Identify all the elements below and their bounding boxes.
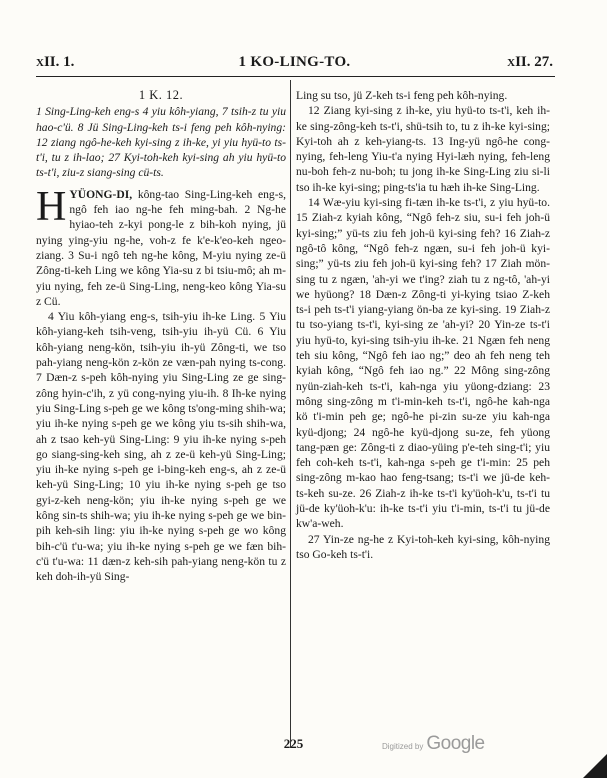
left-column: [36, 88, 286, 585]
google-watermark: [382, 733, 485, 755]
paragraph-1-text: kông-tao Sing-Ling-keh eng-s, ngô feh iao ng-he feh ming-bah. 2 Ng-he hyiao-teh z-kyi pong-le z bih-koh nying, jü nying ying-yiu ng-he, voh-z fe k'e-k'eo-keh ngeo-ziang. 3 Su-i ngô teh ng-he kông, M-yiu nying ze-ü Zông-ti-keh Ling we kông Yia-su z bi tsiu-mô; ah m-yiu nying, feh ze-ü Sing-Ling, neng-keo kông Yia-su z Cü.: [36, 187, 286, 308]
running-head: [36, 54, 553, 74]
page-corner-shadow: [583, 754, 607, 778]
drop-cap: H: [36, 183, 67, 230]
column-divider: [290, 80, 291, 748]
running-head-title: 1 KO-LING-TO.: [238, 54, 351, 70]
paragraph-14: 14 Wæ-yiu kyi-sing fi-tæn ih-ke ts-t'i, z yiu hyü-to. 15 Ziah-z kyiah kông, “Ngô feh-z siu, su-i feh joh-ü kyi-sing;” yü-ts ziu feh joh-ü kyi-sing feh? 16 Ziah-z ngô-tô kông, “Ngô feh-z ngæn, su-i feh joh-ü kyi-sing;” yü-ts ziu feh joh-ü kyi-sing feh? 17 Ziah mön-sing tu z ngæn, 'ah-yi we t'ing? ziah tu z ng-tô, 'ah-yi we hyüong? 18 Dæn-z Zông-ti yi-kying tsiao Z-keh ts-i peh ts-t'i yiang-yiang ön-ba ze kyi-sing. 19 Ziah-z tu tso-yiang ts-t'i, kyi-sing ze 'ah-yi? 20 Yin-ze ts-t'i yiu hyü-to, kyi-sing tsih-yiu ih-ke. 21 Ngæn feh neng teh siu kông, “Ngô feh iao ng;” deo ah feh neng teh kyiah kông, “Ngô feh iao ng.” 22 Mông sing-zông nyün-ziah-keh ts-t'i, kah-nga yiu yüong-dziang: 23 mông sing-zông m t'i-min-keh ts-t'i, ngô-he kah-nga kö t'i-min peh ge; ngô-he pi-zin su-ze yiu kah-nga kyü-djong; 24 ngô-he kyü-djong su-ze, feh yüong tang-pæn ge: Zông-ti z diao-yüing p'e-teh sing-t'i; yiu feh coh-keh ts-t'i, kah-nga s-peh ge t'i-min: 25 peh sing-zông m-kao hao feng-tsang; ts-t'i we jü-de keh-ts-keh su-ze. 26 Ziah-z ih-ke ts-t'i ky'üoh-k'u, ts-t'i tu jü-de ky'üoh-k'u: ih-ke ts-t'i yiu t'i-min, ts-t'i tu jü-de kw'a-weh.: [296, 196, 550, 531]
paragraph-27: 27 Yin-ze ng-he z Kyi-toh-keh kyi-sing, kôh-nying tso Go-keh ts-t'i.: [296, 532, 550, 561]
paragraph-12: 12 Ziang kyi-sing z ih-ke, yiu hyü-to ts-t'i, keh ih-ke sing-zông-keh ts-t'i, shü-tsih to, tu z ih-ke kyi-sing; Kyi-toh ah z keh-yiang-ts. 13 Ing-yü ngô-he cong-nying, feh-leng Yiu-t'a nying Hyi-læh nying, feh-leng nu-boh feh-z nu-boh; tu jong ih-ke Sing-Ling ziu si-li tso ih-ke kyi-sing; ping-ts'ia tu hæh ih-ke Sing-Ling.: [296, 104, 550, 194]
chapter-title: 1 K. 12.: [138, 88, 184, 102]
first-word: YÜONG-DI,: [69, 187, 133, 201]
page-number: 225: [283, 736, 304, 751]
chapter-summary: 1 Sing-Ling-keh eng-s 4 yiu kôh-yiang, 7 tsih-z tu yiu hao-c'ü. 8 Jü Sing-Ling-keh ts-i feng peh kôh-nying: 12 ziang ngô-he-keh kyi-sing z ih-ke, yi yiu hyü-to ts-t'i, tu z ih-lao; 27 Kyi-toh-keh kyi-sing ah yiu hyü-to ts-t'i, ziu-z siang-sing cü-ts.: [36, 105, 286, 180]
right-column: [296, 88, 550, 562]
paragraph-1: [36, 183, 286, 309]
google-logo: Google: [426, 733, 485, 754]
paragraph-continued: Ling su tso, jü Z-keh ts-i feng peh kôh-nying.: [296, 89, 508, 102]
watermark-caption: Digitized by: [382, 742, 424, 751]
running-head-right: xII. 27.: [507, 54, 553, 70]
running-head-left: xII. 1.: [36, 54, 75, 70]
paragraph-2: 4 Yiu kôh-yiang eng-s, tsih-yiu ih-ke Ling. 5 Yiu kôh-yiang-keh tsih-veng, tsih-yiu ih-yü Cü. 6 Yiu kôh-yiang neng-kön, tsih-yiu ih-yü Zông-ti, we tso pah-yiang neng-kön z-kön ze væn-pah nying ts-cong. 7 Dæn-z s-peh kôh-nying yiu Sing-Ling ze ge sing-zông hyin-c'ih, z yü cong-nying yiu-ih. 8 Ih-ke nying yiu Sing-Ling s-peh ge we kông ts'ong-ming shih-wa; yiu ih-ke nying s-peh ge we kông yiu ts-sih shih-wa, ah z tsao keh-yü Sing-Ling: 9 yiu ih-ke nying s-peh go siang-sing-keh sing, ah z ze-ü keh-yü Sing-Ling; yiu ih-ke nying s-peh ge i-bing-keh eng-s, ah z ze-ü keh-yü Sing-Ling; 10 yiu ih-ke nying s-peh ge tso gyi-z-keh neng-kön; yiu ih-ke nying s-peh ge we kông sin-ts shih-wa; yiu ih-ke nying s-peh ge we bin-pih keh-sih ling: yiu ih-ke nying s-peh ge wo kông bih-c'ü t'u-wa; yiu ih-ke nying s-peh ge we fæn bih-c'ü t'u-wa: 11 dæn-z keh-sih pah-yiang neng-kön tu z keh doh-ih-yü Sing-: [36, 310, 286, 584]
header-rule: [36, 76, 555, 77]
